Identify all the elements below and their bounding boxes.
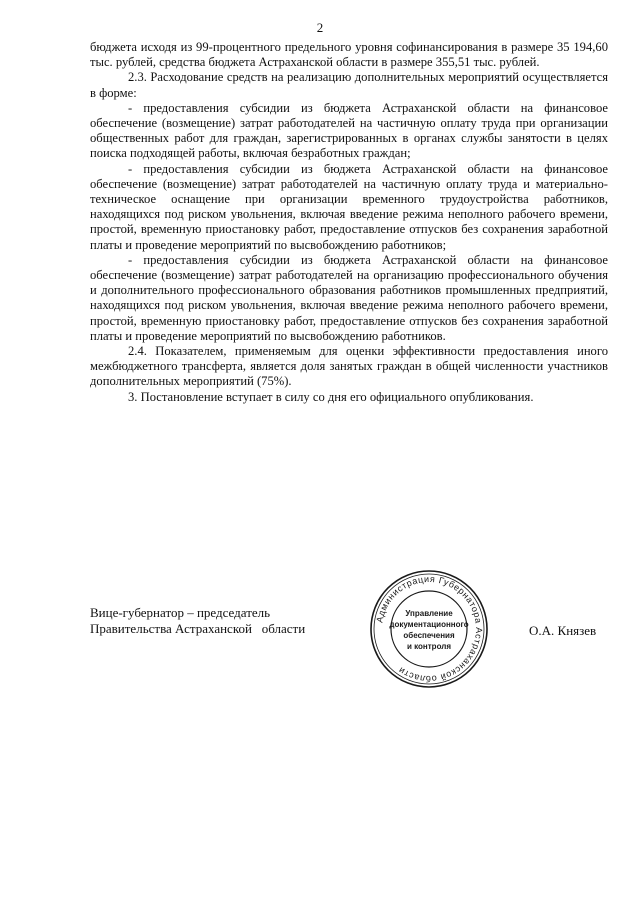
stamp-inner-line-1: Управление <box>405 609 453 618</box>
stamp-seal-icon <box>368 568 490 690</box>
official-stamp <box>368 568 490 690</box>
stamp-inner-ring <box>391 591 467 667</box>
paragraph-subsidy-temporary-employment: - предоставления субсидии из бюджета Астраханской области на финансовое обеспечение (возмещение) затрат работодателей на частичную оплату труда и материально-техническое оснащение при организации временного трудоустройства работников, находящихся под риском увольнения, включая введение режима неполного рабочего времени, простой, временную приостановку работ, предоставление отпусков без сохранения заработной платы и проведение мероприятий по высвобождению работников; <box>90 161 608 252</box>
stamp-outer-text: Администрация Губернатора Астраханской области <box>374 573 485 685</box>
paragraph-2-4: 2.4. Показателем, применяемым для оценки эффективности предоставления иного межбюджетного трансферта, является доля занятых граждан в общей численности участников дополнительных мероприятий (75%). <box>90 344 608 389</box>
signatory-position-line-1: Вице-губернатор – председатель <box>90 605 271 620</box>
page-number: 2 <box>316 20 324 35</box>
paragraph-subsidy-training: - предоставления субсидии из бюджета Астраханской области на финансовое обеспечение (возмещение) затрат работодателей на организацию профессионального обучения и дополнительного профессионального образования работников промышленных предприятий, находящихся под риском увольнения, включая введение режима неполного рабочего времени, простой, временную приостановку работ, предоставление отпусков без сохранения заработной платы и проведение мероприятий по высвобождению работников. <box>90 252 608 343</box>
document-body <box>90 40 608 405</box>
stamp-outer-ring <box>371 571 487 687</box>
paragraph-subsidy-public-works: - предоставления субсидии из бюджета Астраханской области на финансовое обеспечение (возмещение) затрат работодателей на частичную оплату труда при организации общественных работ для граждан, зарегистрированных в органах службы занятости в целях поиска подходящей работы, включая безработных граждан; <box>90 100 608 161</box>
paragraph-continuation: бюджета исходя из 99-процентного предельного уровня софинансирования в размере 35 194,60 тыс. рублей, средства бюджета Астраханской области в размере 355,51 тыс. рублей. <box>90 40 608 70</box>
signatory-position-line-2: Правительства Астраханской области <box>90 621 306 636</box>
paragraph-2-3: 2.3. Расходование средств на реализацию дополнительных мероприятий осуществляется в форме: <box>90 70 608 100</box>
stamp-inner-line-4: и контроля <box>407 642 451 651</box>
stamp-inner-line-3: обеспечения <box>403 631 455 640</box>
signatory-name: О.А. Князев <box>529 623 597 638</box>
paragraph-3: 3. Постановление вступает в силу со дня его официального опубликования. <box>128 389 534 404</box>
signatory-position <box>90 605 305 637</box>
stamp-inner-line-2: документационного <box>389 620 469 629</box>
